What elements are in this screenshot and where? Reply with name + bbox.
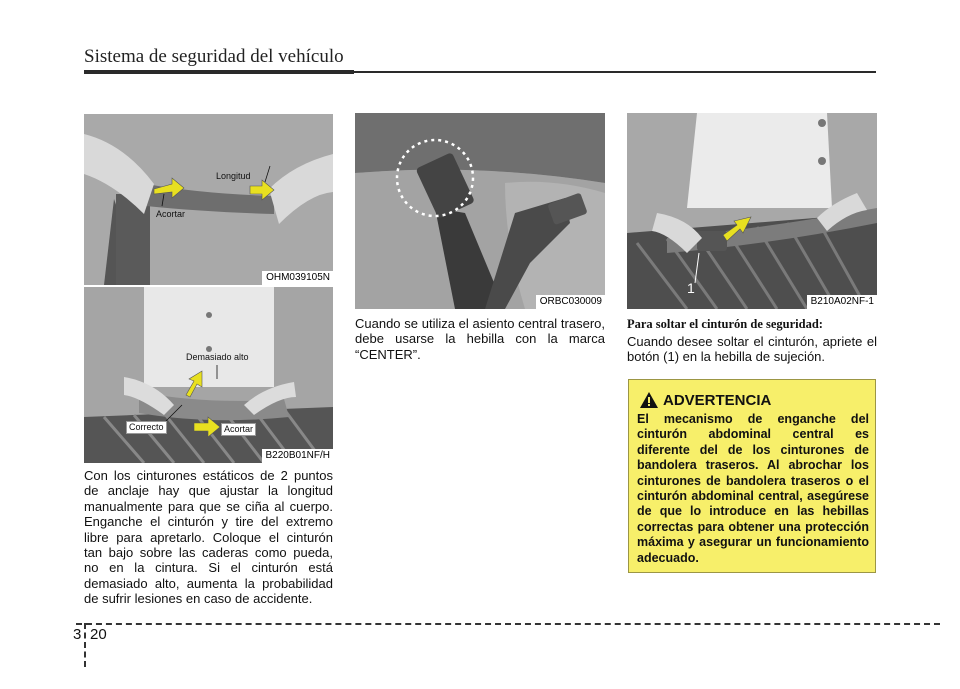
footer-rule [76,623,940,625]
page-number: 20 [90,626,107,643]
figure-center-buckle [355,113,605,309]
warning-box [628,379,876,573]
label-length: Longitud [216,171,251,181]
label-too-high: Demasiado alto [186,352,249,362]
right-column-text: Cuando desee soltar el cinturón, apriete el botón (1) en la hebilla de sujeción. [627,334,877,365]
warning-icon [640,392,658,408]
middle-column-text: Cuando se utiliza el asiento central trasero, debe usarse la hebilla con la marca “CENTER”. [355,316,605,362]
page-header-title: Sistema de seguridad del vehículo [84,46,344,67]
left-column-text: Con los cinturones estáticos de 2 puntos de anclaje hay que ajustar la longitud manualmente para que se ciña al cuerpo. Enganche el cinturón y tire del extremo libre para apretarlo. Coloque el cinturón tan bajo sobre las caderas como pueda, no en la cintura. Si el cinturón está demasiado alto, aumenta la probabilidad de sufrir lesiones en caso de accidente. [84,468,333,607]
figure-code: B220B01NF/H [262,449,333,463]
label-correct: Correcto [126,421,167,434]
figure-belt-position [84,287,333,463]
section-number: 3 [73,626,82,643]
figure-code: OHM039105N [262,271,333,285]
label-shorten: Acortar [221,423,256,436]
warning-text: El mecanismo de enganche del cinturón abdominal central es diferente del de los cinturones de bandolera traseros. Al abrochar los cinturones de bandolera traseros o el cinturón abdominal central, asegúrese de que lo introduce en las hebillas correctas para obtener una protección máxima y asegurar un funcionamiento adecuado. [637,412,869,565]
label-shorten: Acortar [156,209,186,219]
callout-number: 1 [687,280,695,296]
figure-code: ORBC030009 [536,295,605,309]
figure-code: B210A02NF-1 [807,295,877,309]
figure-belt-length [84,114,333,285]
header-bar [84,70,354,74]
release-heading: Para soltar el cinturón de seguridad: [627,317,823,331]
header-rule [354,71,876,73]
figure-release-buckle [627,113,877,309]
warning-title: ADVERTENCIA [663,392,772,409]
footer-divider [84,623,86,667]
